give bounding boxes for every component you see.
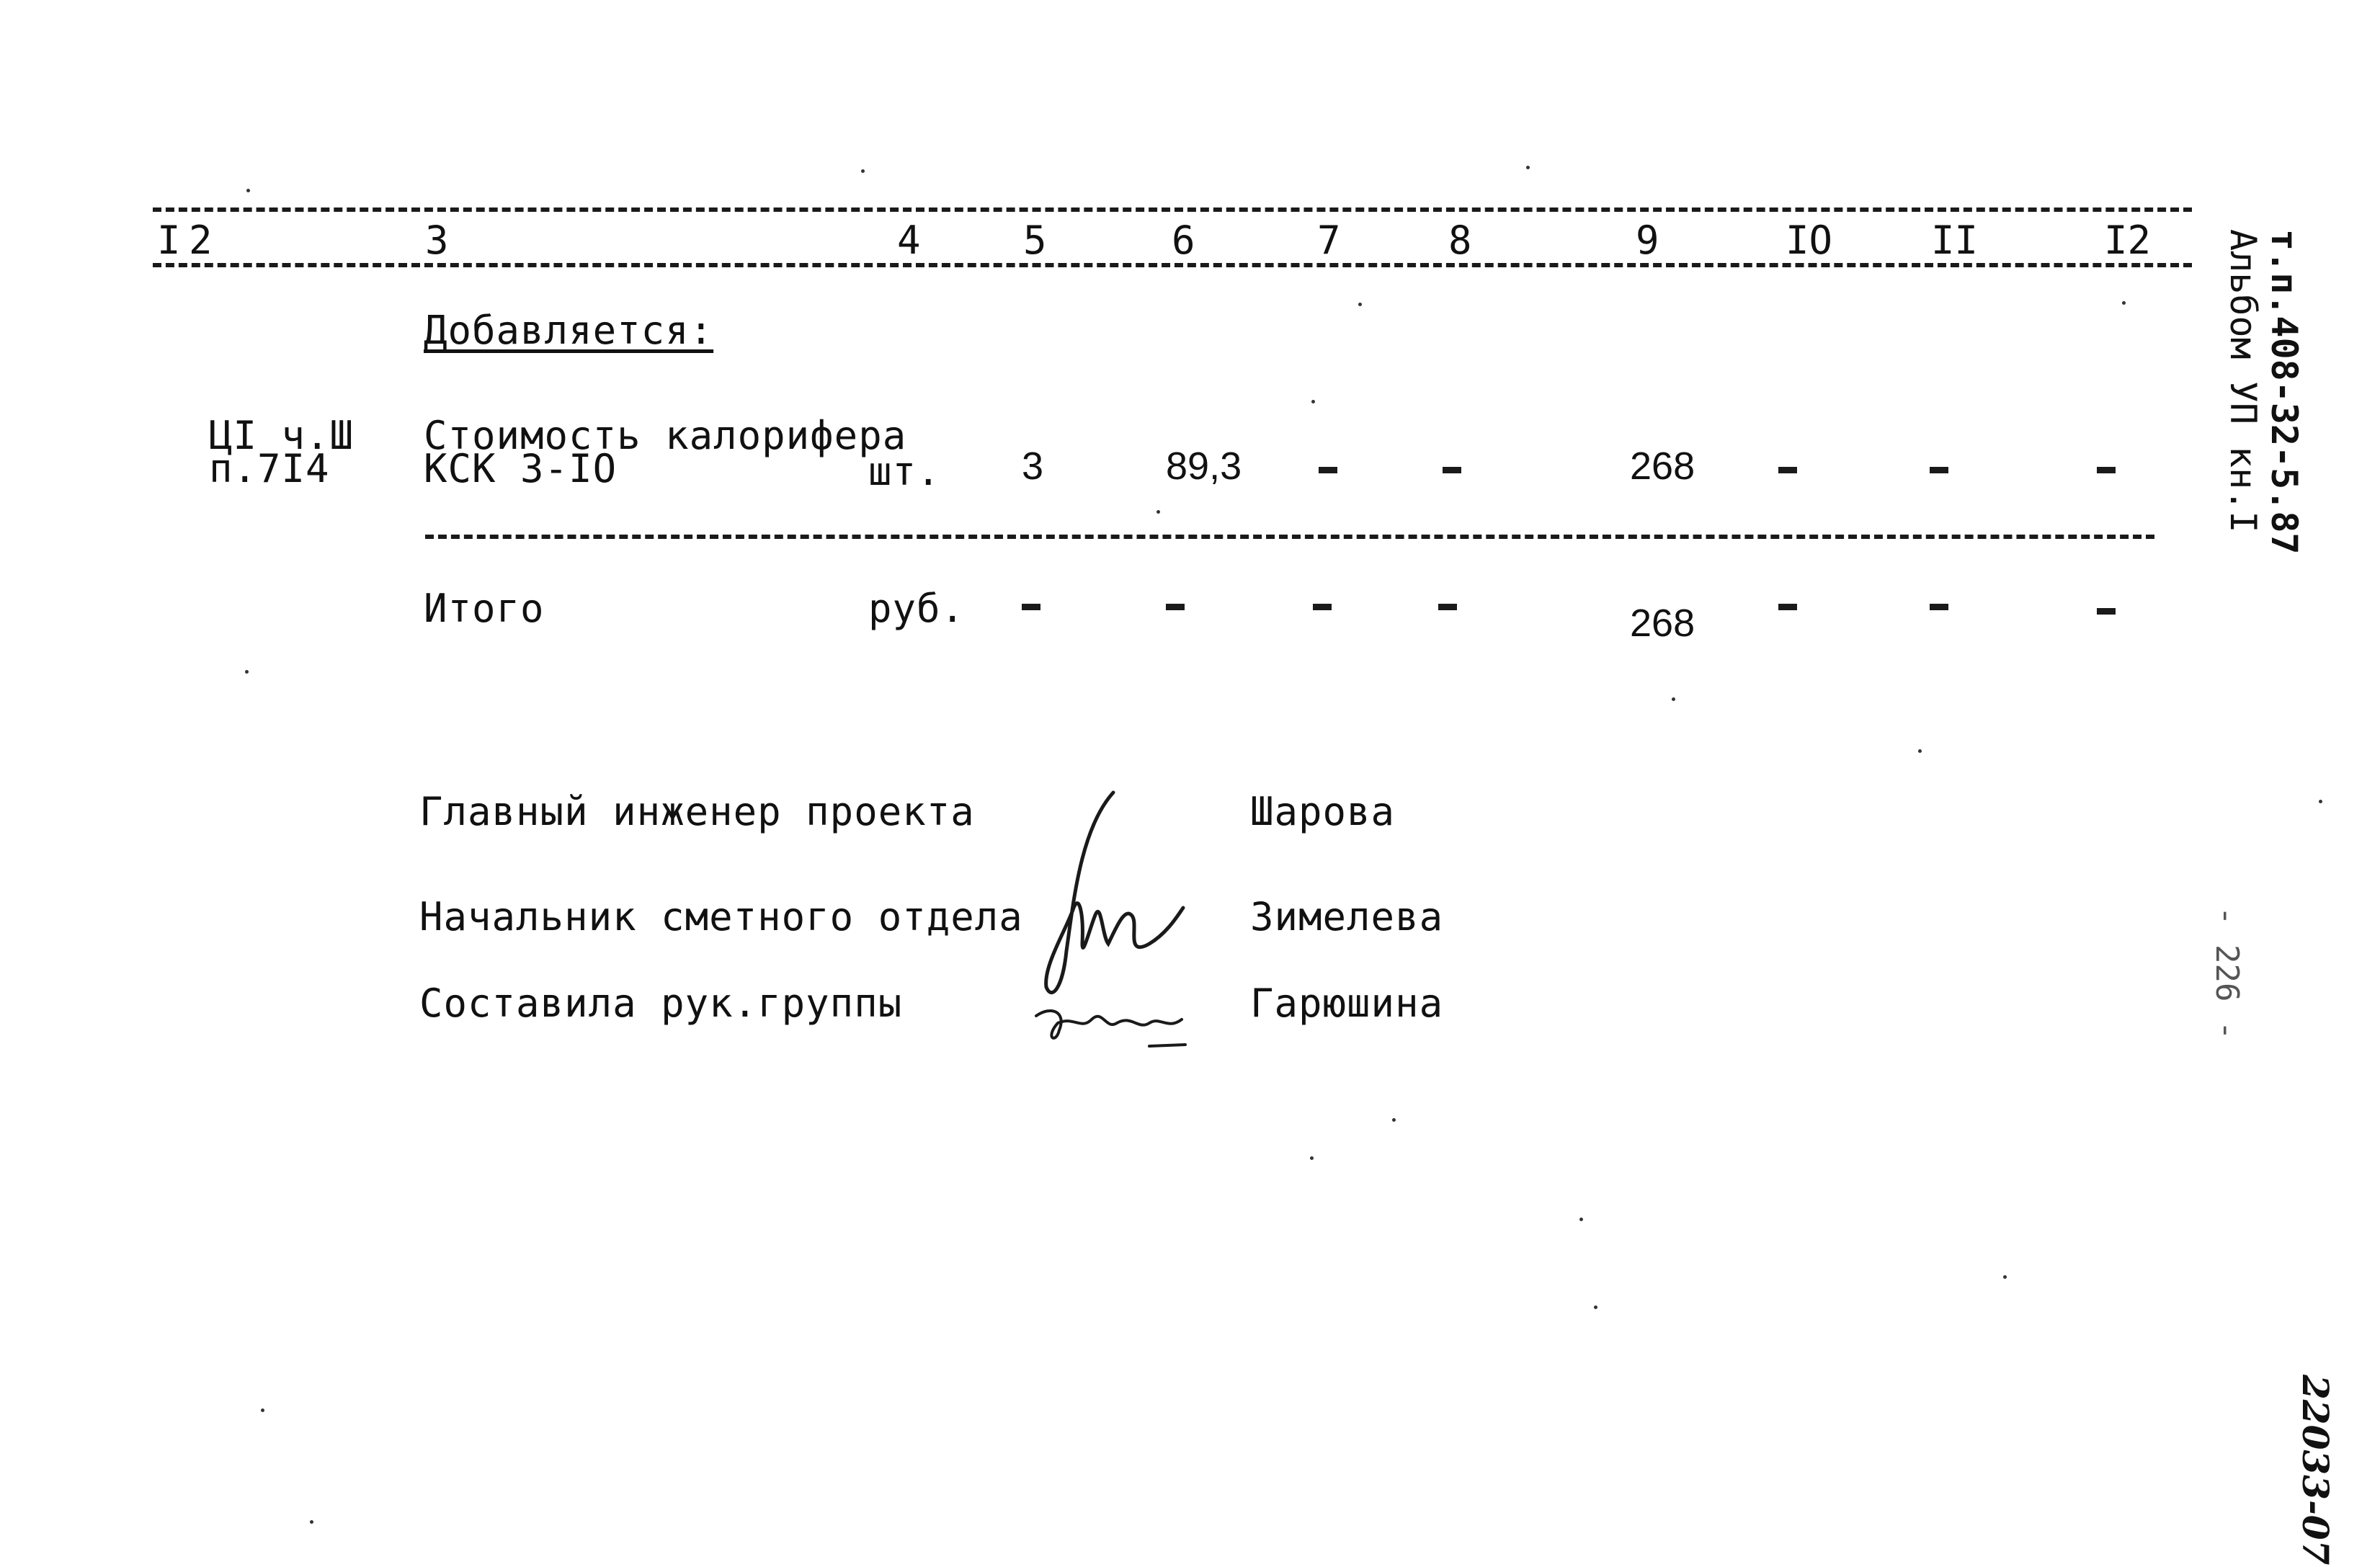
margin-album-reference: Альбом УП кн.I: [2222, 229, 2264, 533]
item-quantity: 3: [1022, 445, 1044, 488]
page-number: - 226 -: [2209, 906, 2245, 1040]
item-unit-price: 89,3: [1166, 445, 1242, 488]
signatory-role-estimate-head: Начальник сметного отдела: [419, 894, 1023, 939]
speck: [2319, 800, 2322, 803]
total-col8-dash: [1438, 604, 1457, 610]
speck: [1392, 1118, 1396, 1122]
speck: [310, 1520, 313, 1524]
speck: [1310, 1156, 1314, 1160]
speck: [861, 169, 865, 173]
item-col7-dash: [1319, 467, 1337, 473]
section-label: Добавляется:: [424, 308, 714, 353]
total-separator-rule: [425, 535, 2154, 539]
speck: [2003, 1275, 2007, 1279]
column-header-9: 9: [1636, 218, 1659, 263]
column-header-3: 3: [425, 218, 449, 263]
total-col11-dash: [1930, 604, 1948, 610]
speck: [1311, 400, 1315, 403]
column-header-7: 7: [1317, 218, 1341, 263]
item-reference-line-1: ЦI ч.Ш: [209, 413, 355, 458]
speck: [1156, 510, 1160, 514]
total-value: 268: [1630, 602, 1695, 645]
handwritten-signature: [1023, 785, 1211, 1059]
item-col12-dash: [2097, 467, 2116, 473]
speck: [246, 189, 250, 192]
speck: [2122, 301, 2126, 305]
item-name-line-1: Стоимость калорифера: [424, 413, 907, 458]
signatory-name-chief-engineer: Шарова: [1250, 789, 1396, 834]
header-top-rule: [153, 207, 2192, 212]
total-label: Итого: [424, 586, 545, 631]
total-unit: руб.: [868, 586, 966, 631]
signatory-role-group-lead: Составила рук.группы: [419, 981, 903, 1026]
item-name-line-2: КСК 3-IO: [424, 446, 618, 491]
signatory-name-group-lead: Гарюшина: [1250, 981, 1444, 1026]
column-header-8: 8: [1448, 218, 1472, 263]
column-header-4: 4: [897, 218, 921, 263]
total-col7-dash: [1313, 604, 1332, 610]
total-col10-dash: [1778, 604, 1797, 610]
item-col11-dash: [1930, 467, 1948, 473]
total-col12-dash: [2097, 608, 2116, 615]
speck: [1579, 1218, 1583, 1221]
column-header-2: 2: [189, 218, 213, 263]
speck: [1672, 697, 1675, 701]
item-total: 268: [1630, 445, 1695, 488]
margin-document-reference: т.п.408-32-5.87: [2263, 229, 2305, 555]
header-bottom-rule: [153, 263, 2192, 267]
column-header-11: II: [1931, 218, 1979, 263]
signatory-role-chief-engineer: Главный инженер проекта: [419, 789, 975, 834]
column-header-12: I2: [2104, 218, 2152, 263]
speck: [1594, 1305, 1597, 1309]
speck: [1918, 749, 1922, 753]
speck: [1358, 303, 1362, 306]
speck: [245, 670, 249, 674]
column-header-10: IO: [1786, 218, 1833, 263]
archive-number: 22033-07: [2294, 1375, 2337, 1566]
signatory-name-estimate-head: Зимелева: [1250, 894, 1444, 939]
total-col6-dash: [1166, 604, 1185, 610]
speck: [261, 1408, 264, 1412]
speck: [1526, 166, 1530, 169]
column-header-6: 6: [1172, 218, 1195, 263]
item-unit: шт.: [868, 449, 941, 494]
item-col10-dash: [1778, 467, 1797, 473]
item-col8-dash: [1443, 467, 1461, 473]
column-header-1: I: [157, 218, 181, 263]
column-header-5: 5: [1023, 218, 1047, 263]
total-col5-dash: [1022, 604, 1040, 610]
item-reference-line-2: п.7I4: [209, 446, 330, 491]
